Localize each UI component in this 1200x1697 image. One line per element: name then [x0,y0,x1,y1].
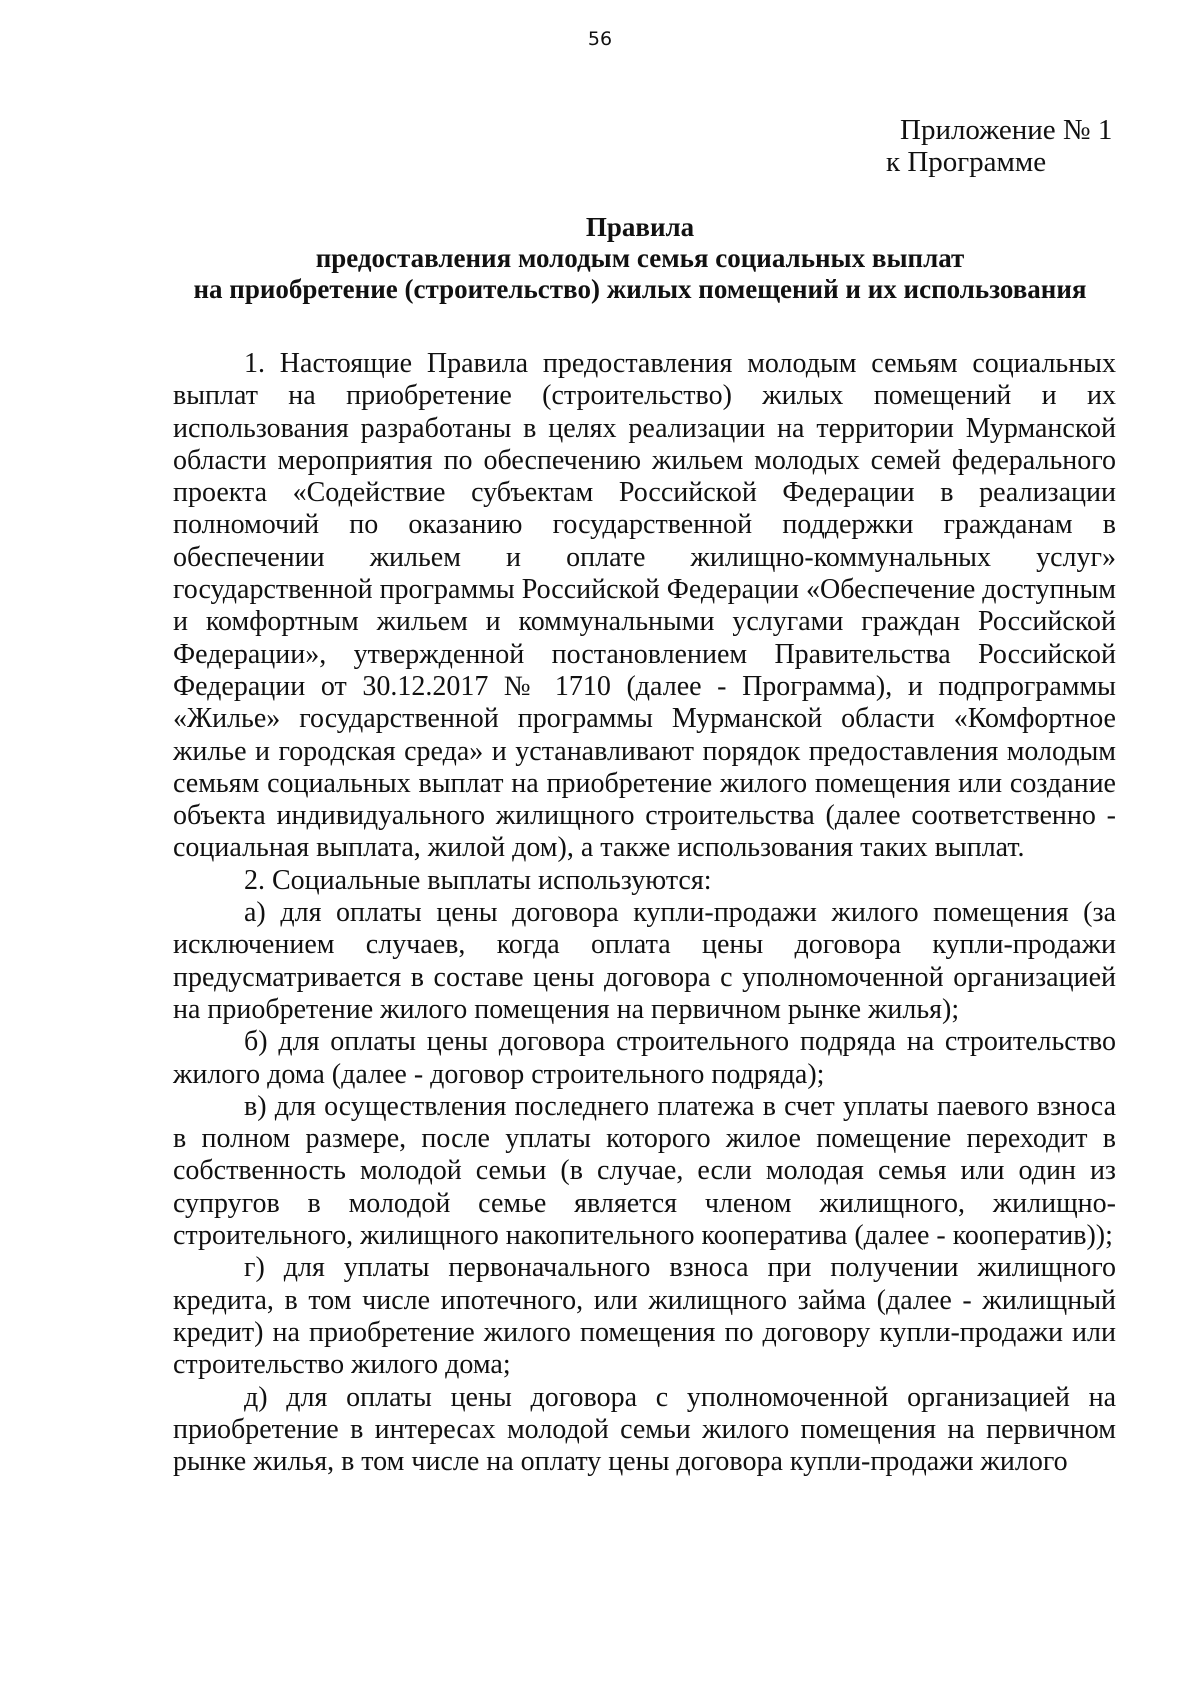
paragraph-2g: г) для уплаты первоначального взноса при получении жилищного кредита, в том числе ипотечного, или жилищного займа (далее - жилищный кредит) на приобретение жилого помещения по договору купли-продажи или строительство жилого дома; [173,1252,1116,1381]
title-line-2: предоставления молодым семья социальных выплат [315,243,965,273]
paragraph-1: 1. Настоящие Правила предоставления молодым семьям социальных выплат на приобретение (строительство) жилых помещений и их использования разработаны в целях реализации на территории Мурманской области мероприятия по обеспечению жильем молодых семей федерального проекта «Содействие субъектам Российской Федерации в реализации полномочий по оказанию государственной поддержки гражданам в обеспечении жильем и оплате жилищно-коммунальных услуг» государственной программы Российской Федерации «Обеспечение доступным и комфортным жильем и коммунальными услугами граждан Российской Федерации», утвержденной постановлением Правительства Российской Федерации от 30.12.2017 № 1710 (далее - Программа), и подпрограммы «Жилье» государственной программы Мурманской области «Комфортное жилье и городская среда» и устанавливают порядок предоставления молодым семьям социальных выплат на приобретение жилого помещения или создание объекта индивидуального жилищного строительства (далее соответственно - социальная выплата, жилой дом), а также использования таких выплат. [173,348,1116,864]
document-body [173,348,1116,1478]
appendix-reference [886,114,1113,178]
document-title [160,212,1120,305]
paragraph-2: 2. Социальные выплаты используются: [244,864,712,896]
paragraph-2d: д) для оплаты цены договора с уполномоченной организацией на приобретение в интересах молодой семьи жилого помещения на первичном рынке жилья, в том числе на оплату цены договора купли-продажи жилого [173,1381,1116,1478]
appendix-program: к Программе [886,146,1047,178]
title-line-3: на приобретение (строительство) жилых помещений и их использования [193,274,1087,304]
appendix-number: Приложение № 1 [900,114,1113,146]
title-line-1: Правила [585,212,695,242]
paragraph-2v: в) для осуществления последнего платежа в счет уплаты паевого взноса в полном размере, после уплаты которого жилое помещение переходит в собственность молодой семьи (в случае, если молодая семья или один из супругов в молодой семье является членом жилищного, жилищно-строительного, жилищного накопительного кооператива (далее - кооператив)); [173,1090,1116,1252]
paragraph-2b: б) для оплаты цены договора строительного подряда на строительство жилого дома (далее - договор строительного подряда); [173,1026,1116,1090]
page-number: 56 [587,28,613,50]
paragraph-2a: а) для оплаты цены договора купли-продажи жилого помещения (за исключением случаев, когда оплата цены договора купли-продажи предусматривается в составе цены договора с уполномоченной организацией на приобретение жилого помещения на первичном рынке жилья); [173,897,1116,1025]
